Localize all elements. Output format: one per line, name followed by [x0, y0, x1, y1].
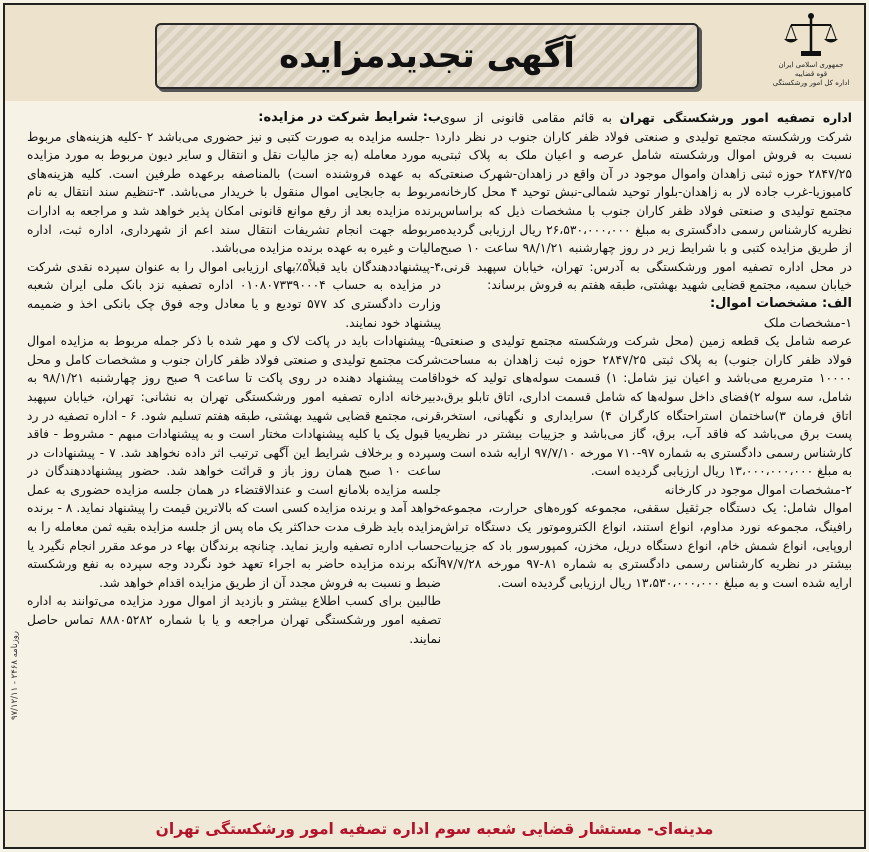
auction-notice [3, 3, 866, 849]
signature-text: مدینه‌ای- مستشار قضایی شعبه سوم اداره تصفیه امور ورشکستگی تهران [155, 820, 714, 838]
column-conditions [27, 109, 441, 807]
assets-text: اموال شامل: یک دستگاه جرثقیل سقفی، مجموعه کوره‌های حرارت، مجموعه رافینگ، مجموعه نورد مداوم، انواع استند، انواع الکتروموتور یک دستگاه تراش اروپایی، انواع شمش خام، انواع دستگاه دریل، مخزن، کمپورسور باد که جزییات بیشتر در نظریه کارشناس رسمی دادگستری به شماره ۸۱-۹۷ مورخه ۹۷/۷/۲۸ ارایه شده است و به مبلغ ۱۳،۵۳۰،۰۰۰،۰۰۰ ریال ارزیابی گردیده است. [440, 501, 852, 590]
condition-5: ۵- پیشنهادات باید در پاکت لاک و مهر شده با ذکر جمله مربوط به مزایده اموال شرکت مجتمع تولیدی و صنعتی فولاد ظفر کاران جنوب و مشخصات کامل و محل اقامت پیشنهاد دهنده در روی پاکت تا ساعت ۹ صبح روز چهارشنبه ۹۸/۱/۲۱ به دبیرخانه اداره تصفیه امور ورشکستگی تهران به نشانی: تهران، خیابان سپهبد قرنی، مجتمع قضایی شهید بهشتی، طبقه هفتم تسلیم شود. ۶ - اداره تصفیه در رد یا قبول یک یا کلیه پیشنهادات مختار است و به پیشنهادات مبهم - مشروط - فاقد سپرده و برخلاف شرایط این آگهی ترتیب اثر داده نخواهد شد. ۷ - پیشنهادات در ساعت ۱۰ صبح همان روز باز و قرائت خواهد شد. حضور پیشنهاددهندگان در جلسه مزایده بلامانع است و عندالاقتضاء در همان جلسه مزایده حضوری به عمل خواهد آمد و برنده مزایده کسی است که بالاترین قیمت را پیشنهاد نماید. ۸ - برنده مزایده باید ظرف مدت حداکثر یک ماه پس از جلسه مزایده بقیه ثمن معامله را به حساب اداره تصفیه واریز نماید. چنانچه برندگان بهاء در موعد مقرر انجام نگیرد یا آنکه برنده مزایده حاضر به اجراء تعهد خود نگردد وجه سپرده به نفع ورشکسته ضبط و نسبت به فروش مجدد آن از طریق مزایده اقدام خواهد شد. [27, 334, 441, 590]
scales-of-justice-icon [781, 11, 841, 61]
intro-lead: اداره تصفیه امور ورشکستگی تهران [619, 111, 852, 125]
emblem-caption: جمهوری اسلامی ایران قوه قضاییه اداره کل امور ورشکستگی [772, 61, 850, 87]
intro-text: به قائم مقامی قانونی از سوی شرکت ورشکسته مجتمع تولیدی و صنعتی فولاد ظفر کاران جنوب در نظر دارد نسبت به فروش اموال ورشکسته شامل عرصه و اعیان ملک به پلاک ثبتی ۲۸۴۷/۲۵ حوزه ثبتی زاهدان واموال موجود در آن واقع در زاهدان-شهرک صنعتی کامبوزیا-غرب جاده لار به زاهدان-بلوار توحید شمالی-نبش توحید ۴ محل کارخانه مجتمع تولیدی و صنعتی فولاد ظفر کاران جنوب با مشخصات ذیل که براساس نظریه کارشناس رسمی دادگستری به مبلغ ۲۶،۵۳۰،۰۰۰،۰۰۰ ریال ارزیابی گردیده از طریق مزایده کتبی و با شرایط زیر در روز چهارشنبه ۹۸/۱/۲۱ ساعت ۱۰ صبح در محل اداره تصفیه امور ورشکستگی به آدرس: تهران، خیابان سپهبد قرنی، خیابان سمیه، مجتمع قضایی شهید بهشتی، طبقه هفتم به فروش برساند: [440, 111, 852, 293]
publication-strip [7, 525, 23, 825]
page-title: آگهی تجدیدمزایده [279, 36, 575, 76]
condition-4: ۴-پیشنهاددهندگان باید قبلاً۵٪بهای ارزیابی اموال را به عنوان سپرده نقدی شرکت در مزایده به حساب ۰۱۰۸۰۷۳۳۹۰۰۰۴ اداره تصفیه نزد بانک ملی ایران شعبه وزارت دادگستری کد ۵۷۷ توديع و یا معادل وجه فوق چک بانکی اخذ و ضمیمه پیشنهاد خود نمایند. [27, 259, 441, 330]
section-b-heading: ب: شرایط شرکت در مزایده: [258, 110, 441, 125]
intro-paragraph [440, 109, 852, 295]
closing-text: طالبین برای کسب اطلاع بیشتر و بازدید از اموال مورد مزایده می‌توانند به اداره تصفیه امور ورشکستگی تهران مراجعه و یا با شماره ۸۸۸۰۵۲۸۲ تماس حاصل نمایند. [27, 594, 441, 646]
property-text: عرصه شامل یک قطعه زمین (محل شرکت ورشکسته مجتمع تولیدی و صنعتی فولاد ظفر کاران جنوب) به پلاک ثبتی ۲۸۴۷/۲۵ حوزه ثبت زاهدان به مساحت ۱۰۰۰۰ مترمربع می‌باشد و اعیان نیز شامل: ۱) قسمت سوله‌های تولید که خود شامل، سه سوله ۲)فضای داخل سوله‌ها که شامل قسمت اداری، اتاق تابلو برق، اتاق فرمان ۳)ساختمان استراحتگاه کارگران ۴) سرایداری و نگهبانی، استخر، پست برق می‌باشد که فاقد آب، برق، گاز می‌باشد و جزییات بیشتر در نظریه کارشناس رسمی دادگستری به شماره ۹۷-۷۱۰ مورخه ۹۷/۷/۱۰ ارایه شده است و به مبلغ ۱۳،۰۰۰،۰۰۰،۰۰۰ ریال ارزیابی گردیده است. [440, 334, 852, 479]
section-a-heading: الف: مشخصات اموال: [709, 295, 852, 311]
conditions-text: ۱ -جلسه مزایده به صورت کتبی و نیز حضوری می‌باشد ۲ -کلیه هزینه‌های مربوط به مورد معامله (به جز مالیات نقل و انتقال و سایر دیون مربوط به مورد مزایده که به عهده فروشنده است) بالمناصفه برعهده طرفین است. کلیه هزینه‌های مربوط به جابجایی اموال منقول با خریدار می‌باشد. ۳-تنظیم سند انتقال به نام برنده مزایده بعد از رفع موانع قانونی امکان پذیر خواهد شد و مراجعه به ادارات مربوطه جهت انجام تشریفات انتقال سند اعم از شهرداری، اداره ثبت، اداره مالیات و غیره به عهده برنده مزایده می‌باشد. [27, 129, 441, 256]
property-heading: ۱-مشخصات ملک [763, 315, 852, 330]
publication-info: روزنامه ۲۴۶۸ - ۹۷/۱۲/۱۱ [10, 630, 20, 720]
signature-footer [5, 810, 864, 847]
title-box [155, 23, 699, 89]
column-property-details [440, 109, 852, 807]
assets-heading: ۲-مشخصات اموال موجود در کارخانه [664, 482, 852, 497]
judiciary-emblem [766, 11, 856, 97]
title-band [5, 5, 864, 101]
